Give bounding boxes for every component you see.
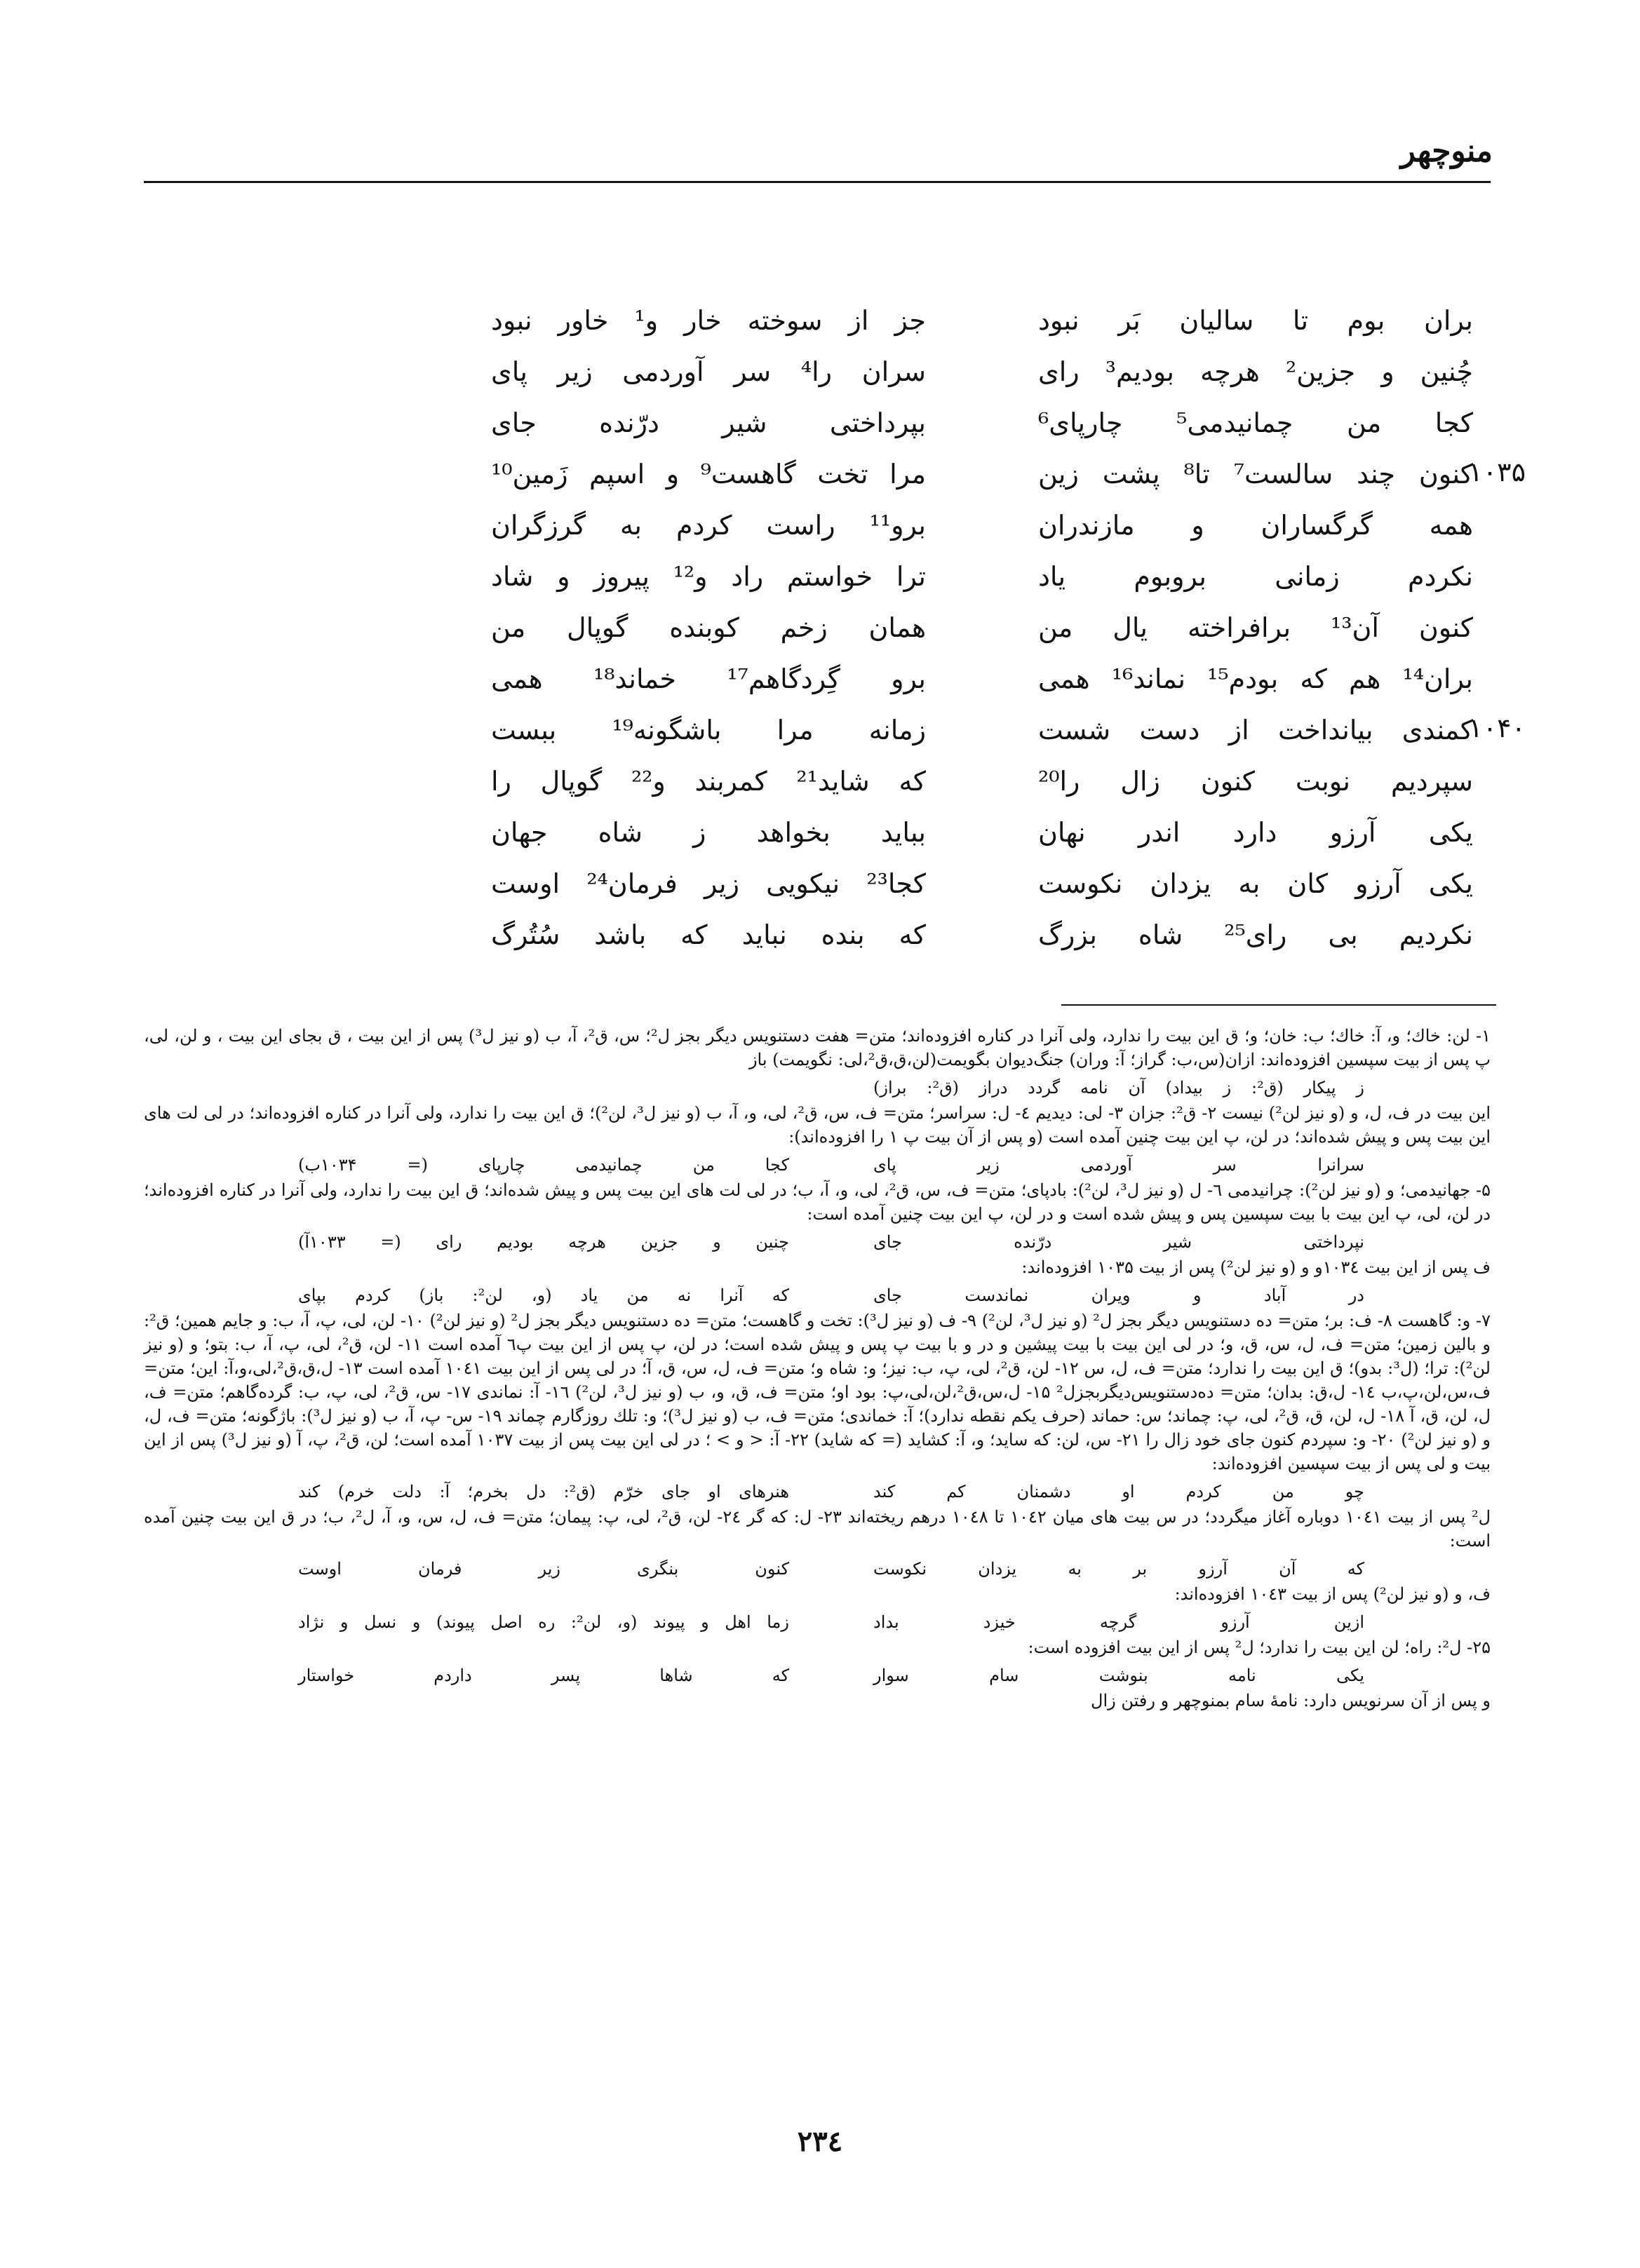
quoted-verse bbox=[144, 1663, 1491, 1687]
quoted-hemistich-first: یکی نامه بنوشت سام سوار bbox=[873, 1666, 1364, 1685]
quoted-verse bbox=[144, 1153, 1491, 1177]
hemistich-second: همان زخم کوبنده گوپال من bbox=[491, 612, 926, 643]
hemistich-first: نکردم زمانی بروبوم یاد bbox=[1038, 560, 1473, 592]
hemistich-first: کنون چند سالست⁷ تا⁸ پشت زین bbox=[1038, 458, 1473, 490]
footnote: و پس از آن سرنویس دارد: نامهٔ سام بمنوچهر و رفتن زال bbox=[1091, 1691, 1491, 1710]
quoted-hemistich-first: ز پیکار (ق²: ز بیداد) آن نامه گردد دراز (ق²: براز) bbox=[873, 1078, 1364, 1098]
couplet bbox=[267, 295, 1473, 346]
quoted-verse bbox=[144, 1557, 1491, 1581]
couplet bbox=[267, 755, 1473, 806]
couplet bbox=[267, 602, 1473, 653]
couplet bbox=[267, 704, 1526, 755]
couplet bbox=[267, 806, 1473, 858]
quoted-hemistich-second: که شاها پسر داردم خواستار bbox=[298, 1666, 789, 1685]
footnote: ف، و (و نیز لن²) پس از بیت ۱۰٤۳ افزوده‌اند: bbox=[1174, 1584, 1491, 1604]
hemistich-second: زمانه مرا باشگونه¹⁹ ببست bbox=[491, 714, 926, 745]
hemistich-second: برو¹¹ راست کردم به گرزگران bbox=[491, 509, 926, 541]
hemistich-second: برو گِردگاهم¹⁷ خماند¹⁸ همی bbox=[491, 663, 926, 694]
footnote: ۵- جهانیدمی؛ و (و نیز لن²): چرانیدمی ٦- ل (و نیز ل³، لن²): بادپای؛ متن= ف، س، ق²، لی، و، آ، ب؛ در لی لت های این بیت پس و پیش شده‌اند؛ ق این بیت را ندارد، ولی آنرا در کناره افزوده‌اند؛ در لن، لی، پ این بیت با بیت سپسین پس و پیش شده است و در لن، پ این بیت چنین آمده است: bbox=[144, 1180, 1491, 1224]
footnote: ف پس از این بیت ۱۰۳٤و و (و نیز لن²) پس از بیت ۱۰۳۵ افزوده‌اند: bbox=[1021, 1257, 1491, 1277]
header-rule bbox=[144, 181, 1491, 183]
quoted-hemistich-first: چو من کردم او دشمنان کم کند bbox=[873, 1482, 1364, 1501]
line-number: ۱۰۳۵ bbox=[1468, 457, 1526, 487]
hemistich-first: یکی آرزو کان به یزدان نکوست bbox=[1038, 868, 1473, 899]
hemistich-first: کمندی بیانداخت از دست شست bbox=[1038, 714, 1473, 745]
footnote: ل² پس از بیت ۱۰٤۱ دوباره آغاز میگردد؛ در س بیت های میان ۱۰٤۲ تا ۱۰٤۸ درهم ریخته‌اند ۲۳- ل: که گر ۲٤- لن، ق²، لی، پ: پیمان؛ متن= ف، ل، س، و، آ، ل²، ب؛ در ق این بیت چنین آمده است: bbox=[144, 1507, 1491, 1551]
couplet bbox=[267, 499, 1473, 551]
hemistich-first: همه گرگساران و مازندران bbox=[1038, 509, 1473, 541]
couplet bbox=[267, 653, 1473, 704]
line-number: ۱۰۴۰ bbox=[1468, 713, 1526, 743]
hemistich-first: کجا من چمانیدمی⁵ چارپای⁶ bbox=[1038, 407, 1473, 438]
hemistich-second: بپرداختی شیر درّنده جای bbox=[491, 407, 926, 438]
footnote: این بیت در ف، ل، و (و نیز لن²) نیست ۲- ق²: جزان ۳- لی: دیدیم ٤- ل: سراسر؛ متن= ف، س، ق²، لی، و، آ، ب (و نیز ل³، لن²)؛ ق این بیت را ندارد، ولی آنرا در کناره افزوده‌اند؛ در لی لت های این بیت پس و پیش شده‌اند؛ در لن، پ این بیت چنین آمده است (و پس از آن بیت پ ۱ را افزوده‌اند): bbox=[144, 1103, 1491, 1147]
couplet bbox=[267, 551, 1473, 602]
hemistich-first: سپردیم نوبت کنون زال را²⁰ bbox=[1038, 765, 1473, 797]
quoted-verse bbox=[144, 1480, 1491, 1504]
quoted-verse bbox=[144, 1283, 1491, 1307]
quoted-hemistich-first: سرانرا سر آوردمی زیر پای bbox=[873, 1155, 1364, 1175]
footnotes bbox=[144, 1024, 1491, 1717]
poem-text bbox=[267, 295, 1526, 960]
quoted-verse bbox=[144, 1230, 1491, 1254]
page-number: ۲۳٤ bbox=[797, 2125, 843, 2158]
quoted-hemistich-second bbox=[298, 1076, 789, 1100]
hemistich-second: بباید بخواهد ز شاه جهان bbox=[491, 816, 926, 848]
hemistich-second: کجا²³ نیکویی زیر فرمان²⁴ اوست bbox=[491, 868, 927, 899]
hemistich-first: بران¹⁴ هم که بودم¹⁵ نماند¹⁶ همی bbox=[1038, 663, 1473, 694]
hemistich-second: سران را⁴ سر آوردمی زیر پای bbox=[491, 356, 926, 387]
couplet bbox=[267, 397, 1473, 448]
hemistich-first: بران بوم تا سالیان بَر نبود bbox=[1038, 304, 1473, 336]
hemistich-first: نکردیم بی رای²⁵ شاه بزرگ bbox=[1038, 919, 1474, 950]
hemistich-first: یکی آرزو دارد اندر نهان bbox=[1038, 816, 1473, 848]
quoted-hemistich-first: ازین آرزو گرچه خیزد بداد bbox=[873, 1612, 1364, 1632]
quoted-hemistich-second: چنین و جزین هرچه بودیم رای (= ۱۰۳۳آ) bbox=[298, 1232, 789, 1252]
hemistich-second: ترا خواستم راد و¹² پیروز و شاد bbox=[491, 560, 926, 592]
couplet bbox=[267, 448, 1526, 499]
hemistich-second: که بنده نباید که باشد سُتُرگ bbox=[491, 919, 926, 950]
quoted-hemistich-first: که آن آرزو بر به یزدان نکوست bbox=[873, 1559, 1364, 1579]
quoted-verse bbox=[144, 1076, 1491, 1100]
footnote: ۱- لن: خاك؛ و، آ: خاك؛ ب: خان؛ و؛ ق این بیت را ندارد، ولی آنرا در کناره افزوده‌اند؛ متن= هفت دستنویس دیگر بجز ل²؛ س، ق²، آ، ب (و نیز ل³) پس از این بیت ، ق بجای این بیت ، و لن، لی، پ پس از بیت سپسین افزوده‌اند: ازان(س،ب: گراز؛ آ: وران) جنگ‌دیوان بگویمت(لن،ق،ق²،لی: نگویمت) باز bbox=[144, 1026, 1491, 1069]
quoted-hemistich-first: در آباد و ویران نماندست جای bbox=[873, 1285, 1364, 1305]
quoted-hemistich-second: هنرهای او جای خرّم (ق²: دل بخرم؛ آ: دلت خرم) کند bbox=[298, 1482, 789, 1501]
couplet bbox=[267, 909, 1473, 960]
hemistich-second: مرا تخت گاهست⁹ و اسپم زَمین¹⁰ bbox=[491, 458, 926, 490]
couplet bbox=[267, 858, 1473, 909]
quoted-hemistich-first: نپرداختی شیر درّنده جای bbox=[873, 1232, 1364, 1252]
couplet bbox=[267, 346, 1473, 397]
footnote-rule bbox=[1061, 1004, 1496, 1006]
hemistich-first: کنون آن¹³ برافراخته یال من bbox=[1038, 612, 1473, 643]
footnote: ۲۵- ل²: راه؛ لن این بیت را ندارد؛ ل² پس از این بیت افزوده است: bbox=[1028, 1638, 1491, 1657]
quoted-hemistich-second: زما اهل و پیوند (و، لن²: ره اصل پیوند) و نسل و نژاد bbox=[298, 1612, 790, 1632]
hemistich-second: که شاید²¹ کمربند و²² گوپال را bbox=[491, 765, 926, 797]
footnote: ۷- و: گاهست ۸- ف: بر؛ متن= ده دستنویس دیگر بجز ل² (و نیز ل³، لن²) ۹- ف (و نیز ل³): تخت و گاهست؛ متن= ده دستنویس دیگر بجز ل² (و نیز لن²) ۱۰- لن، لی، پ، آ، ب: و جایم همین؛ ق²: و بالین زمین؛ متن= ف، ل، س، ق، و؛ در لی این بیت با بیت پیشین و در و با بیت پ پس و پیش شده است؛ در لن، پ پس از این بیت پ٦ آمده است ۱۱- لن، ق²، لی، پ، آ، ب: بتو؛ و (و نیز لن²): ترا؛ (ل³: بدو)؛ ق این بیت را ندارد؛ متن= ف، ل، س ۱۲- لن، ق²، لی، پ، ب: نیز؛ و: شاه و؛ متن= ف، ل، س، ق، آ؛ در لی پس از این بیت ۱۰٤۱ آمده است ۱۳- ل،ق،ق²،لی،و،آ: این؛ متن= ف،س،لن،پ،ب ۱٤- ل،ق: بدان؛ متن= ده‌دستنویس‌دیگربجزل² ۱۵- ل،س،ق²،لن،لی،پ: بود او؛ متن= ف، ق، و، ب (و نیز ل³، لن²) ۱٦- آ: نماندی ۱۷- س، ق²، لی، پ، ب: گرده‌گاهم؛ متن= ف، ل، لن، ق، آ ۱۸- ل، لن، ق، ق²، لی، پ: چماند؛ س: حماند (حرف یکم نقطه ندارد)؛ آ: خماندی؛ متن= ف، ب (و نیز ل³)؛ و: تلك روزگارم چماند ۱۹- س- پ، آ، ب (و نیز ل³): باژگونه؛ متن= ف، ل، و (و نیز لن²) ۲۰- و: سپردم کنون جای خود زال را ۲۱- س، لن: که ساید؛ و، آ: کشاید (= که شاید) ۲۲- آ: < و > ؛ در لی این بیت پس از بیت ۱۰۳۷ آمده است؛ لن، ق²، پ، آ (و نیز ل³) پس از این بیت و لی پس از بیت سپسین افزوده‌اند: bbox=[144, 1311, 1491, 1473]
hemistich-first: چُنین و جزین² هرچه بودیم³ رای bbox=[1038, 356, 1473, 387]
quoted-hemistich-second: کنون بنگری زیر فرمان اوست bbox=[298, 1559, 789, 1579]
running-head: منوچهر bbox=[1400, 133, 1493, 169]
hemistich-second: جز از سوخته خار و¹ خاور نبود bbox=[491, 304, 926, 336]
quoted-hemistich-second: کجا من چمانیدمی چارپای (= ۱۰۳۴ب) bbox=[298, 1155, 789, 1175]
quoted-hemistich-second: که آنرا نه من یاد (و، لن²: باز) کردم بپای bbox=[298, 1285, 789, 1305]
quoted-verse bbox=[144, 1610, 1491, 1634]
